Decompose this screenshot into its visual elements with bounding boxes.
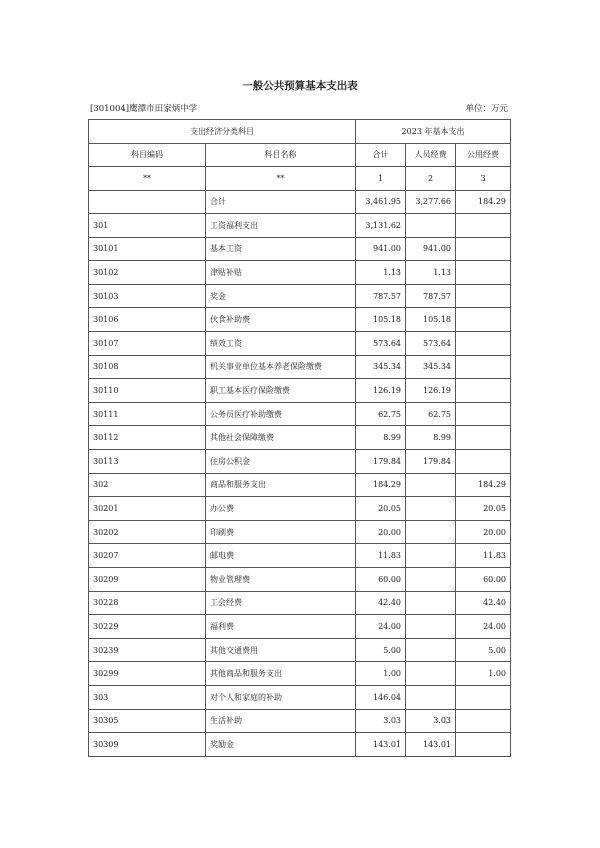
code-cell: 30209 — [89, 568, 206, 592]
code-cell: 30106 — [89, 308, 206, 332]
table-row — [89, 332, 511, 356]
total-cell: 573.64 — [356, 332, 406, 356]
total-cell: 24.00 — [356, 615, 406, 639]
index-1: 1 — [356, 167, 406, 191]
code-cell: 30110 — [89, 379, 206, 403]
personnel-cell — [406, 544, 456, 568]
public-cell: 20.00 — [456, 520, 511, 544]
total-cell: 787.57 — [356, 284, 406, 308]
code-cell: 30228 — [89, 591, 206, 615]
name-cell: 住房公积金 — [206, 450, 356, 474]
code-cell: 30239 — [89, 638, 206, 662]
name-cell: 奖金 — [206, 284, 356, 308]
name-cell: 商品和服务支出 — [206, 473, 356, 497]
personnel-cell: 126.19 — [406, 379, 456, 403]
total-cell: 179.84 — [356, 450, 406, 474]
table-row — [89, 638, 511, 662]
table-row — [89, 284, 511, 308]
code-cell: 30112 — [89, 426, 206, 450]
code-cell: 30113 — [89, 450, 206, 474]
table-row — [89, 308, 511, 332]
total-cell: 143.01 — [356, 733, 406, 757]
total-cell: 1.00 — [356, 662, 406, 686]
total-cell: 62.75 — [356, 402, 406, 426]
public-cell — [456, 402, 511, 426]
table-row — [89, 473, 511, 497]
budget-table — [88, 119, 511, 757]
name-cell: 生活补助 — [206, 709, 356, 733]
personnel-cell — [406, 520, 456, 544]
name-mark: ** — [206, 167, 356, 191]
personnel-cell: 179.84 — [406, 450, 456, 474]
name-cell: 津贴补贴 — [206, 261, 356, 285]
table-row — [89, 237, 511, 261]
table-row — [89, 709, 511, 733]
public-cell: 24.00 — [456, 615, 511, 639]
total-cell: 105.18 — [356, 308, 406, 332]
public-cell: 1.00 — [456, 662, 511, 686]
code-cell: 30309 — [89, 733, 206, 757]
total-cell: 941.00 — [356, 237, 406, 261]
code-cell: 30229 — [89, 615, 206, 639]
personnel-cell — [406, 638, 456, 662]
table-row — [89, 497, 511, 521]
public-cell — [456, 237, 511, 261]
code-cell: 303 — [89, 685, 206, 709]
total-cell: 20.00 — [356, 520, 406, 544]
public-cell — [456, 733, 511, 757]
total-cell: 20.05 — [356, 497, 406, 521]
total-cell: 146.04 — [356, 685, 406, 709]
code-cell: 30101 — [89, 237, 206, 261]
public-cell — [456, 332, 511, 356]
budget-table-body — [89, 120, 511, 757]
page-title: 一般公共预算基本支出表 — [242, 80, 358, 92]
public-cell — [456, 685, 511, 709]
public-cell — [456, 355, 511, 379]
total-cell: 126.19 — [356, 379, 406, 403]
year-group-header: 2023 年基本支出 — [356, 120, 511, 144]
code-cell: 302 — [89, 473, 206, 497]
code-cell: 30201 — [89, 497, 206, 521]
header-row-columns — [89, 143, 511, 167]
personnel-cell — [406, 591, 456, 615]
public-cell — [456, 426, 511, 450]
code-cell: 30202 — [89, 520, 206, 544]
name-cell: 对个人和家庭的补助 — [206, 685, 356, 709]
personnel-cell — [406, 685, 456, 709]
personnel-cell: 62.75 — [406, 402, 456, 426]
header-row-group — [89, 120, 511, 144]
table-row — [89, 426, 511, 450]
table-row — [89, 379, 511, 403]
public-column-header: 公用经费 — [456, 143, 511, 167]
public-cell — [456, 214, 511, 238]
code-cell: 30103 — [89, 284, 206, 308]
personnel-cell — [406, 473, 456, 497]
code-cell: 30207 — [89, 544, 206, 568]
code-cell: 30107 — [89, 332, 206, 356]
code-cell: 30102 — [89, 261, 206, 285]
personnel-cell — [406, 615, 456, 639]
total-cell: 345.34 — [356, 355, 406, 379]
table-row — [89, 568, 511, 592]
table-row — [89, 733, 511, 757]
code-cell: 30111 — [89, 402, 206, 426]
personnel-cell: 105.18 — [406, 308, 456, 332]
name-cell: 物业管理费 — [206, 568, 356, 592]
table-row — [89, 615, 511, 639]
personnel-cell — [406, 568, 456, 592]
code-mark: ** — [89, 167, 206, 191]
total-cell: 3.03 — [356, 709, 406, 733]
classification-header: 支出经济分类科目 — [89, 120, 356, 144]
table-row — [89, 544, 511, 568]
personnel-cell: 787.57 — [406, 284, 456, 308]
name-cell: 邮电费 — [206, 544, 356, 568]
table-row — [89, 190, 511, 214]
table-row — [89, 685, 511, 709]
header-row-index — [89, 167, 511, 191]
personnel-cell — [406, 214, 456, 238]
code-cell — [89, 190, 206, 214]
code-cell: 301 — [89, 214, 206, 238]
table-row — [89, 402, 511, 426]
name-cell: 基本工资 — [206, 237, 356, 261]
personnel-column-header: 人员经费 — [406, 143, 456, 167]
table-row — [89, 662, 511, 686]
name-cell: 合计 — [206, 190, 356, 214]
total-cell: 60.00 — [356, 568, 406, 592]
code-cell: 30305 — [89, 709, 206, 733]
personnel-cell — [406, 662, 456, 686]
name-cell: 办公费 — [206, 497, 356, 521]
name-cell: 福利费 — [206, 615, 356, 639]
personnel-cell: 143.01 — [406, 733, 456, 757]
table-row — [89, 214, 511, 238]
total-cell: 5.00 — [356, 638, 406, 662]
table-row — [89, 450, 511, 474]
unit-label: 单位：万元 — [465, 104, 508, 114]
organization-label: [301004]鹰潭市田家炳中学 — [90, 104, 198, 114]
public-cell: 184.29 — [456, 473, 511, 497]
name-cell: 绩效工资 — [206, 332, 356, 356]
table-row — [89, 355, 511, 379]
name-cell: 其他交通费用 — [206, 638, 356, 662]
personnel-cell: 3,277.66 — [406, 190, 456, 214]
public-cell: 60.00 — [456, 568, 511, 592]
index-2: 2 — [406, 167, 456, 191]
public-cell: 42.40 — [456, 591, 511, 615]
public-cell: 20.05 — [456, 497, 511, 521]
total-cell: 1.13 — [356, 261, 406, 285]
personnel-cell: 345.34 — [406, 355, 456, 379]
name-cell: 奖励金 — [206, 733, 356, 757]
personnel-cell: 1.13 — [406, 261, 456, 285]
name-cell: 工会经费 — [206, 591, 356, 615]
code-column-header: 科目编码 — [89, 143, 206, 167]
personnel-cell: 3.03 — [406, 709, 456, 733]
total-cell: 11.83 — [356, 544, 406, 568]
name-cell: 工资福利支出 — [206, 214, 356, 238]
table-row — [89, 591, 511, 615]
public-cell — [456, 709, 511, 733]
public-cell — [456, 261, 511, 285]
personnel-cell: 573.64 — [406, 332, 456, 356]
table-row — [89, 520, 511, 544]
name-cell: 其他社会保障缴费 — [206, 426, 356, 450]
total-cell: 3,461.95 — [356, 190, 406, 214]
public-cell: 184.29 — [456, 190, 511, 214]
total-column-header: 合计 — [356, 143, 406, 167]
public-cell — [456, 379, 511, 403]
total-cell: 42.40 — [356, 591, 406, 615]
name-cell: 机关事业单位基本养老保险缴费 — [206, 355, 356, 379]
name-cell: 印刷费 — [206, 520, 356, 544]
index-3: 3 — [456, 167, 511, 191]
personnel-cell: 8.99 — [406, 426, 456, 450]
name-cell: 职工基本医疗保险缴费 — [206, 379, 356, 403]
public-cell: 5.00 — [456, 638, 511, 662]
total-cell: 3,131.62 — [356, 214, 406, 238]
name-cell: 伙食补助费 — [206, 308, 356, 332]
code-cell: 30299 — [89, 662, 206, 686]
public-cell — [456, 308, 511, 332]
total-cell: 8.99 — [356, 426, 406, 450]
name-cell: 其他商品和服务支出 — [206, 662, 356, 686]
public-cell — [456, 450, 511, 474]
public-cell: 11.83 — [456, 544, 511, 568]
personnel-cell — [406, 497, 456, 521]
public-cell — [456, 284, 511, 308]
personnel-cell: 941.00 — [406, 237, 456, 261]
table-row — [89, 261, 511, 285]
total-cell: 184.29 — [356, 473, 406, 497]
name-column-header: 科目名称 — [206, 143, 356, 167]
name-cell: 公务员医疗补助缴费 — [206, 402, 356, 426]
code-cell: 30108 — [89, 355, 206, 379]
